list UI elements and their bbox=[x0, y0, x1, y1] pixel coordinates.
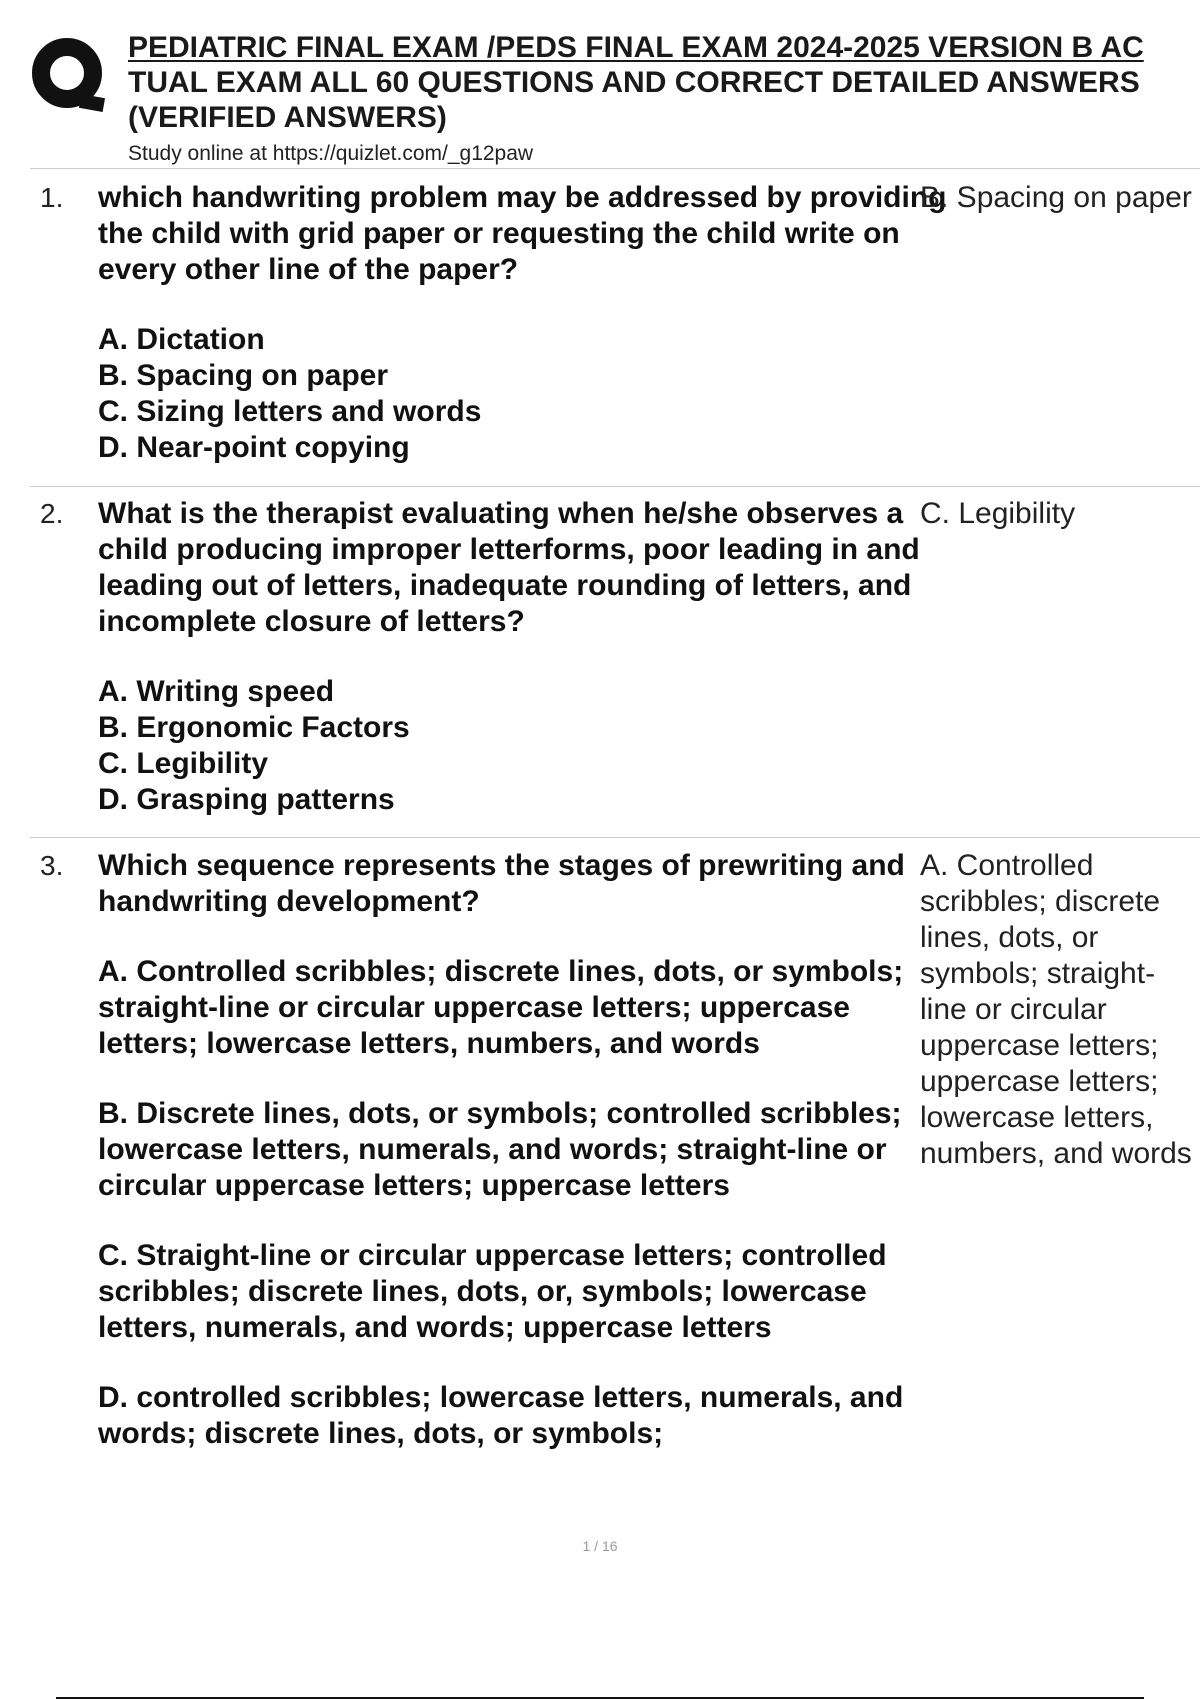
option-list bbox=[98, 322, 948, 466]
option-a: A. Controlled scribbles; discrete lines, dots, or symbols; straight-line or circular uppercase letters; uppercase letters; lowercase letters, numbers, and words bbox=[98, 955, 904, 1060]
question-body bbox=[98, 180, 948, 466]
option-d: D. Grasping patterns bbox=[98, 783, 395, 816]
question-body bbox=[98, 848, 948, 1486]
option-c: C. Legibility bbox=[98, 747, 269, 780]
answer-text: B. Spacing on paper bbox=[920, 181, 1192, 214]
option-c: C. Straight-line or circular uppercase letters; controlled scribbles; discrete lines, dots, or, symbols; lowercase letters, numerals, and words; uppercase letters bbox=[98, 1239, 887, 1344]
question-stem: What is the therapist evaluating when he/she observes a child producing improper letterforms, poor leading in and leading out of letters, inadequate rounding of letters, and incomplete closure of letters? bbox=[98, 497, 920, 638]
page-bottom-rule bbox=[56, 1697, 1144, 1699]
option-c: C. Sizing letters and words bbox=[98, 395, 482, 428]
question-number: 2. bbox=[40, 498, 64, 529]
question-divider bbox=[30, 486, 1200, 487]
document-title-line-1: PEDIATRIC FINAL EXAM /PEDS FINAL EXAM 2024-2025 VERSION B AC bbox=[128, 31, 1144, 64]
answer-text: C. Legibility bbox=[920, 497, 1076, 530]
question-stem: Which sequence represents the stages of prewriting and handwriting development? bbox=[98, 849, 905, 918]
question-number: 1. bbox=[40, 182, 64, 213]
question-body bbox=[98, 496, 948, 818]
document-title-line-3: (VERIFIED ANSWERS) bbox=[128, 101, 447, 134]
option-d: D. Near-point copying bbox=[98, 431, 410, 464]
question-number: 3. bbox=[40, 850, 64, 881]
option-b: B. Discrete lines, dots, or symbols; controlled scribbles; lowercase letters, numerals, and words; straight-line or circular uppercase letters; uppercase letters bbox=[98, 1097, 902, 1202]
option-b: B. Ergonomic Factors bbox=[98, 711, 410, 744]
page-number: 1 / 16 bbox=[582, 1538, 618, 1554]
question-stem: which handwriting problem may be addressed by providing the child with grid paper or requesting the child write on every other line of the paper? bbox=[98, 181, 947, 286]
document-title-line-2: TUAL EXAM ALL 60 QUESTIONS AND CORRECT DETAILED ANSWERS bbox=[128, 66, 1140, 99]
option-a: A. Dictation bbox=[98, 323, 265, 356]
option-list bbox=[98, 674, 948, 818]
header-divider bbox=[30, 168, 1200, 169]
option-a: A. Writing speed bbox=[98, 675, 335, 708]
option-list bbox=[98, 954, 948, 1452]
quizlet-logo-icon bbox=[30, 36, 110, 116]
option-d: D. controlled scribbles; lowercase letters, numerals, and words; discrete lines, dots, or symbols; bbox=[98, 1381, 904, 1450]
answer-text: A. Controlled scribbles; discrete lines, dots, or symbols; straight-line or circular uppercase letters; uppercase letters; lowercase letters, numbers, and words bbox=[920, 849, 1192, 1170]
option-b: B. Spacing on paper bbox=[98, 359, 389, 392]
document-header bbox=[128, 30, 1200, 168]
question-divider bbox=[30, 837, 1200, 838]
study-online-link[interactable]: Study online at https://quizlet.com/_g12paw bbox=[128, 142, 534, 165]
